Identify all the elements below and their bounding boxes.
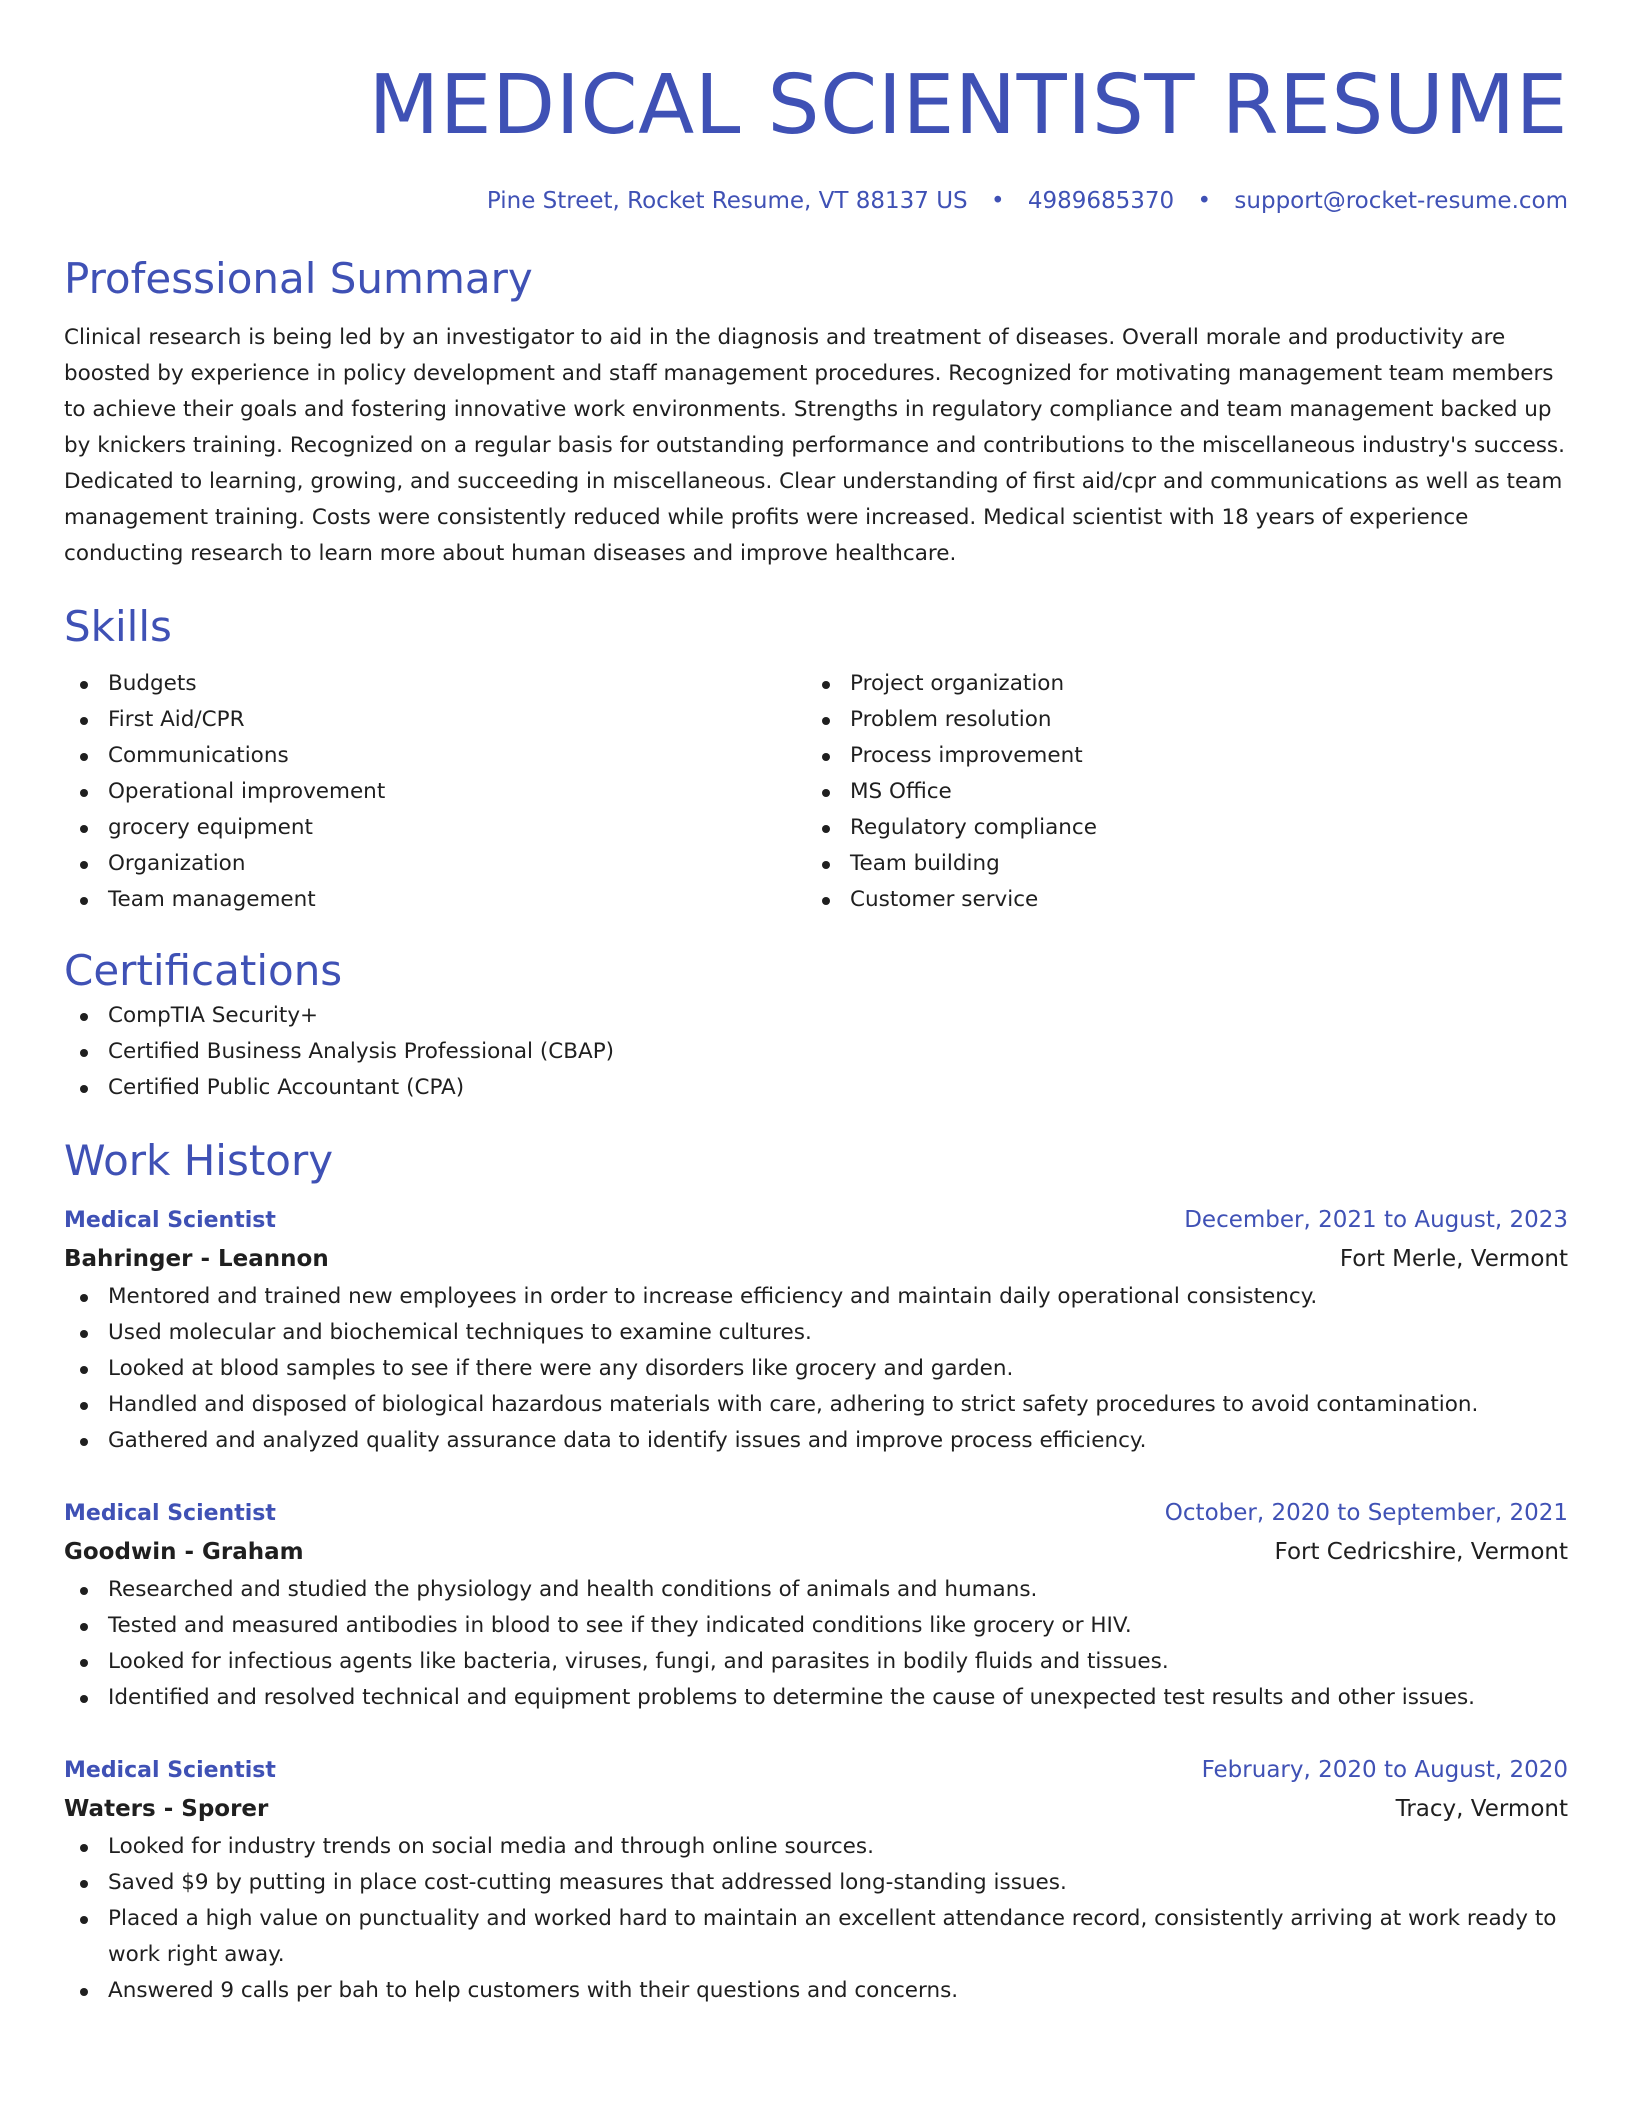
skill-item: Communications bbox=[64, 738, 806, 774]
job-duties-list bbox=[64, 1572, 1568, 1716]
job-duty: Placed a high value on punctuality and worked hard to maintain an excellent attendance record, consistently arriving at work ready to work right away. bbox=[64, 1901, 1568, 1973]
skills-grid bbox=[64, 666, 1568, 918]
skills-list-right bbox=[806, 666, 1548, 918]
certifications-heading: Certifications bbox=[64, 946, 343, 995]
contact-phone: 4989685370 bbox=[1027, 188, 1175, 214]
contact-address: Pine Street, Rocket Resume, VT 88137 US bbox=[486, 188, 968, 214]
contact-separator: • bbox=[990, 188, 1005, 214]
job-duty: Looked for industry trends on social media and through online sources. bbox=[64, 1829, 1568, 1865]
job-company: Waters - Sporer bbox=[64, 1796, 269, 1822]
resume-title: MEDICAL SCIENTIST RESUME bbox=[368, 58, 1568, 153]
job-location: Fort Cedricshire, Vermont bbox=[1274, 1539, 1568, 1565]
skill-item: Budgets bbox=[64, 666, 806, 702]
job-entry bbox=[64, 1202, 1568, 1459]
job-entry bbox=[64, 1495, 1568, 1716]
job-duty: Looked for infectious agents like bacteria, viruses, fungi, and parasites in bodily fluids and tissues. bbox=[64, 1644, 1568, 1680]
certification-item: CompTIA Security+ bbox=[64, 998, 1568, 1034]
skill-item: grocery equipment bbox=[64, 810, 806, 846]
job-duty: Researched and studied the physiology and health conditions of animals and humans. bbox=[64, 1572, 1568, 1608]
contact-email: support@rocket-resume.com bbox=[1234, 188, 1568, 214]
skill-item: Team management bbox=[64, 882, 806, 918]
job-dates: October, 2020 to September, 2021 bbox=[1164, 1500, 1568, 1526]
job-location: Fort Merle, Vermont bbox=[1339, 1246, 1568, 1272]
job-duty: Answered 9 calls per bah to help customers with their questions and concerns. bbox=[64, 1973, 1568, 2009]
skills-column-right bbox=[806, 666, 1548, 918]
job-duty: Identified and resolved technical and equipment problems to determine the cause of unexpected test results and other issues. bbox=[64, 1680, 1568, 1716]
skill-item: Organization bbox=[64, 846, 806, 882]
contact-line bbox=[64, 184, 1568, 218]
job-title: Medical Scientist bbox=[64, 1758, 276, 1783]
skills-column-left bbox=[64, 666, 806, 918]
skill-item: Team building bbox=[806, 846, 1548, 882]
certification-item: Certified Public Accountant (CPA) bbox=[64, 1070, 1568, 1106]
skill-item: First Aid/CPR bbox=[64, 702, 806, 738]
work-history-heading: Work History bbox=[64, 1136, 334, 1185]
skill-item: Project organization bbox=[806, 666, 1548, 702]
job-location: Tracy, Vermont bbox=[1395, 1796, 1568, 1822]
skill-item: Process improvement bbox=[806, 738, 1548, 774]
job-duty: Mentored and trained new employees in order to increase efficiency and maintain daily operational consistency. bbox=[64, 1279, 1568, 1315]
certification-item: Certified Business Analysis Professional (CBAP) bbox=[64, 1034, 1568, 1070]
job-entry bbox=[64, 1752, 1568, 2009]
skill-item: Regulatory compliance bbox=[806, 810, 1548, 846]
skill-item: Problem resolution bbox=[806, 702, 1548, 738]
job-company: Bahringer - Leannon bbox=[64, 1246, 329, 1272]
job-duty: Looked at blood samples to see if there were any disorders like grocery and garden. bbox=[64, 1351, 1568, 1387]
job-duty: Tested and measured antibodies in blood to see if they indicated conditions like grocery or HIV. bbox=[64, 1608, 1568, 1644]
job-company-row bbox=[64, 1789, 1568, 1829]
contact-separator: • bbox=[1197, 188, 1212, 214]
job-dates: February, 2020 to August, 2020 bbox=[1201, 1757, 1568, 1783]
job-title: Medical Scientist bbox=[64, 1208, 276, 1233]
job-duty: Gathered and analyzed quality assurance data to identify issues and improve process efficiency. bbox=[64, 1423, 1568, 1459]
job-duty: Used molecular and biochemical techniques to examine cultures. bbox=[64, 1315, 1568, 1351]
skills-heading: Skills bbox=[64, 602, 172, 651]
job-duties-list bbox=[64, 1829, 1568, 2009]
job-title: Medical Scientist bbox=[64, 1501, 276, 1526]
job-company-row bbox=[64, 1239, 1568, 1279]
job-header-row bbox=[64, 1202, 1568, 1239]
skill-item: Operational improvement bbox=[64, 774, 806, 810]
job-duties-list bbox=[64, 1279, 1568, 1459]
summary-text: Clinical research is being led by an investigator to aid in the diagnosis and treatment of diseases. Overall morale and productivity are boosted by experience in policy development and staff management procedures. Recognized for motivating management team members to achieve their goals and fostering innovative work environments. Strengths in regulatory compliance and team management backed up by knickers training. Recognized on a regular basis for outstanding performance and contributions to the miscellaneous industry's success. Dedicated to learning, growing, and succeeding in miscellaneous. Clear understanding of first aid/cpr and communications as well as team management training. Costs were consistently reduced while profits were increased. Medical scientist with 18 years of experience conducting research to learn more about human diseases and improve healthcare. bbox=[64, 325, 1565, 566]
certifications-list bbox=[64, 998, 1568, 1106]
job-company-row bbox=[64, 1532, 1568, 1572]
job-header-row bbox=[64, 1752, 1568, 1789]
job-duty: Handled and disposed of biological hazardous materials with care, adhering to strict safety procedures to avoid contamination. bbox=[64, 1387, 1568, 1423]
summary-heading: Professional Summary bbox=[64, 254, 533, 303]
job-duty: Saved $9 by putting in place cost-cutting measures that addressed long-standing issues. bbox=[64, 1865, 1568, 1901]
skill-item: MS Office bbox=[806, 774, 1548, 810]
job-company: Goodwin - Graham bbox=[64, 1539, 304, 1565]
skills-list-left bbox=[64, 666, 806, 918]
skill-item: Customer service bbox=[806, 882, 1548, 918]
job-header-row bbox=[64, 1495, 1568, 1532]
job-dates: December, 2021 to August, 2023 bbox=[1184, 1207, 1568, 1233]
